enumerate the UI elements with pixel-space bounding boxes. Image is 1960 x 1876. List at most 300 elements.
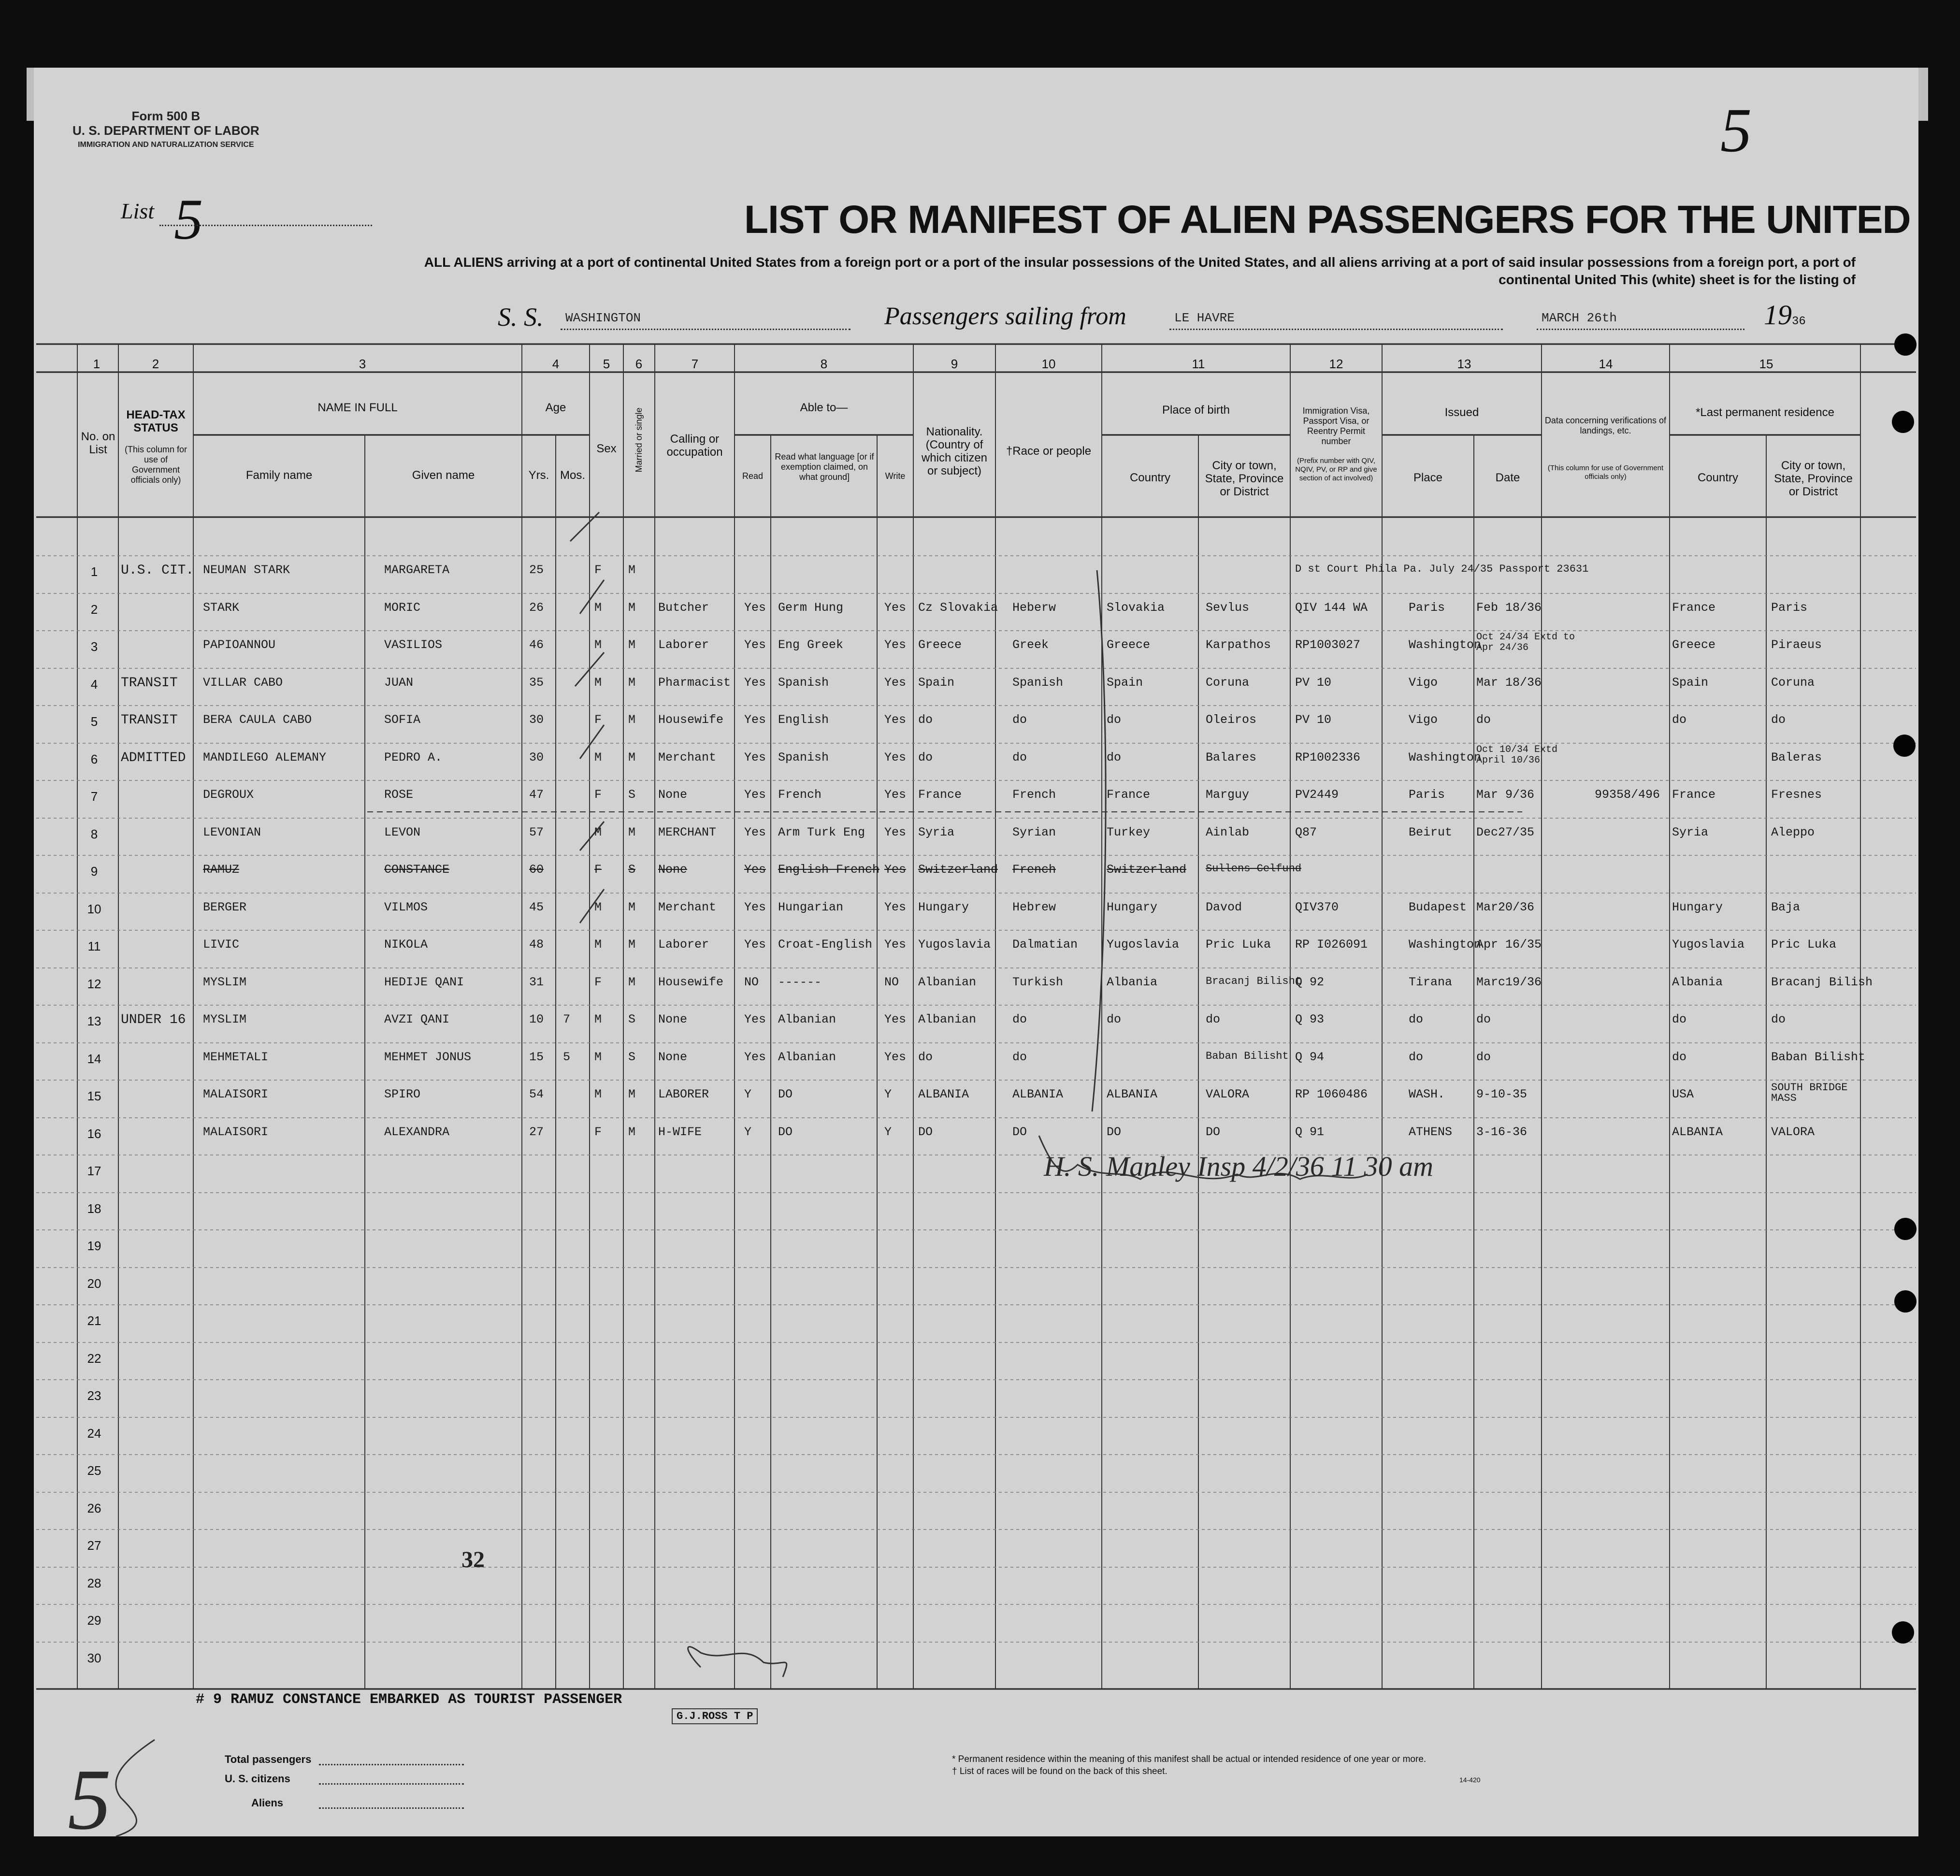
header-calling: Calling or occupation bbox=[666, 433, 723, 459]
birth-country-cell: ALBANIA bbox=[1107, 1087, 1158, 1101]
visa-cell: Q 94 bbox=[1295, 1050, 1325, 1064]
punch-hole bbox=[1892, 411, 1914, 433]
residence-country-cell: Yugoslavia bbox=[1672, 938, 1745, 952]
birth-country-cell: Hungary bbox=[1107, 900, 1158, 914]
age-years-cell: 57 bbox=[529, 825, 544, 839]
issued-place-cell: Vigo bbox=[1409, 713, 1438, 727]
nationality-cell: Albanian bbox=[918, 975, 977, 989]
birth-country-cell: do bbox=[1107, 713, 1122, 727]
age-years-cell: 35 bbox=[529, 675, 544, 690]
race-cell: Hebrew bbox=[1012, 900, 1056, 914]
header-family-name: Family name bbox=[245, 469, 313, 482]
residence-country-cell: Syria bbox=[1672, 825, 1709, 839]
race-cell: do bbox=[1012, 713, 1027, 727]
birth-city-cell: Balares bbox=[1206, 750, 1257, 765]
issued-date-cell: do bbox=[1476, 1012, 1491, 1026]
issued-date-cell: Apr 16/35 bbox=[1476, 938, 1542, 952]
given-name-cell: SPIRO bbox=[384, 1087, 421, 1101]
header-able-to: Able to— bbox=[800, 401, 848, 414]
visa-cell: Q 91 bbox=[1295, 1125, 1325, 1139]
occupation-cell: None bbox=[658, 788, 688, 802]
sex-cell: M bbox=[594, 600, 602, 615]
row-number: 2 bbox=[90, 602, 98, 617]
read-cell: Y bbox=[744, 1125, 752, 1139]
issued-place-cell: do bbox=[1409, 1012, 1424, 1026]
write-cell: Yes bbox=[884, 638, 907, 652]
nationality-cell: do bbox=[918, 713, 933, 727]
footer-aliens: Aliens bbox=[251, 1797, 284, 1809]
read-cell: Yes bbox=[744, 900, 766, 914]
issued-place-cell: Paris bbox=[1409, 600, 1445, 615]
occupation-cell: None bbox=[658, 1012, 688, 1026]
sex-cell: F bbox=[594, 863, 602, 877]
occupation-cell: Laborer bbox=[658, 938, 709, 952]
read-cell: Yes bbox=[744, 600, 766, 615]
family-name-cell: NEUMAN STARK bbox=[203, 563, 290, 577]
birth-city-cell: Oleiros bbox=[1206, 713, 1257, 727]
race-cell: Heberw bbox=[1012, 600, 1056, 615]
sex-cell: M bbox=[594, 1050, 602, 1064]
inspector-stamp: G.J.ROSS T P bbox=[672, 1708, 758, 1724]
language-cell: Spanish bbox=[778, 675, 829, 690]
nationality-cell: Spain bbox=[918, 675, 955, 690]
given-name-cell: MORIC bbox=[384, 600, 421, 615]
col-number-8: 8 bbox=[820, 357, 828, 371]
footer-total-passengers: Total passengers bbox=[225, 1753, 312, 1765]
header-yrs: Yrs. bbox=[528, 469, 549, 482]
marital-status-cell: M bbox=[628, 638, 636, 652]
birth-country-cell: Greece bbox=[1107, 638, 1151, 652]
family-name-cell: MANDILEGO ALEMANY bbox=[203, 750, 327, 765]
row-number: 18 bbox=[87, 1201, 101, 1216]
sex-cell: F bbox=[594, 563, 602, 577]
head-tax-cell: TRANSIT bbox=[121, 713, 178, 728]
marital-status-cell: M bbox=[628, 938, 636, 952]
nationality-cell: DO bbox=[918, 1125, 933, 1139]
ss-label: S. S. bbox=[498, 303, 544, 332]
given-name-cell: MEHMET JONUS bbox=[384, 1050, 472, 1064]
col-number-9: 9 bbox=[951, 357, 958, 371]
header-visa: Immigration Visa, Passport Visa, or Reentry Permit number bbox=[1302, 406, 1370, 446]
sex-cell: M bbox=[594, 750, 602, 765]
row-number: 9 bbox=[90, 864, 98, 879]
occupation-cell: MERCHANT bbox=[658, 825, 717, 839]
sex-cell: M bbox=[594, 825, 602, 839]
row-number: 8 bbox=[90, 826, 98, 841]
col-number-12: 12 bbox=[1329, 357, 1343, 371]
residence-city-cell: Baleras bbox=[1771, 750, 1822, 765]
row-number: 6 bbox=[90, 751, 98, 766]
row-number: 10 bbox=[87, 901, 101, 916]
residence-city-cell: Aleppo bbox=[1771, 825, 1815, 839]
header-birth-city: City or town, State, Province or District bbox=[1205, 459, 1284, 498]
header-issued-date: Date bbox=[1495, 471, 1520, 484]
marital-status-cell: S bbox=[628, 863, 636, 877]
birth-country-cell: Spain bbox=[1107, 675, 1143, 690]
birth-country-cell: Turkey bbox=[1107, 825, 1151, 839]
write-cell: Y bbox=[884, 1125, 892, 1139]
issued-place-cell: WASH. bbox=[1409, 1087, 1445, 1101]
sex-cell: M bbox=[594, 638, 602, 652]
marital-status-cell: M bbox=[628, 975, 636, 989]
family-name-cell: STARK bbox=[203, 600, 240, 615]
issued-place-cell: Washington bbox=[1409, 750, 1482, 765]
marital-status-cell: M bbox=[628, 600, 636, 615]
residence-city-cell: Baban Bilisht bbox=[1771, 1050, 1866, 1064]
issued-place-cell: Washington bbox=[1409, 638, 1482, 652]
row-number: 23 bbox=[87, 1388, 101, 1403]
header-name-in-full: NAME IN FULL bbox=[317, 401, 398, 414]
punch-hole bbox=[1892, 1621, 1914, 1644]
header-res-city: City or town, State, Province or District bbox=[1774, 459, 1853, 498]
read-cell: Y bbox=[744, 1087, 752, 1101]
issued-date-cell: Oct 24/34 Extd to Apr 24/36 bbox=[1476, 632, 1575, 653]
read-cell: Yes bbox=[744, 938, 766, 952]
birth-city-cell: VALORA bbox=[1206, 1087, 1250, 1101]
age-years-cell: 27 bbox=[529, 1125, 544, 1139]
age-years-cell: 26 bbox=[529, 600, 544, 615]
given-name-cell: LEVON bbox=[384, 825, 421, 839]
header-read-language: Read what language [or if exemption claimed, on what ground] bbox=[775, 452, 874, 482]
age-years-cell: 30 bbox=[529, 750, 544, 765]
residence-city-cell: Pric Luka bbox=[1771, 938, 1837, 952]
age-years-cell: 31 bbox=[529, 975, 544, 989]
col-number-7: 7 bbox=[691, 357, 699, 371]
residence-city-cell: VALORA bbox=[1771, 1125, 1815, 1139]
birth-country-cell: Yugoslavia bbox=[1107, 938, 1180, 952]
birth-city-cell: Marguy bbox=[1206, 788, 1250, 802]
age-years-cell: 47 bbox=[529, 788, 544, 802]
write-cell: Yes bbox=[884, 750, 907, 765]
occupation-cell: Laborer bbox=[658, 638, 709, 652]
residence-city-cell: Baja bbox=[1771, 900, 1801, 914]
language-cell: Albanian bbox=[778, 1050, 836, 1064]
read-cell: Yes bbox=[744, 825, 766, 839]
header-data-verif-note: (This column for use of Government officials only) bbox=[1547, 464, 1664, 481]
visa-cell: Q87 bbox=[1295, 825, 1317, 839]
race-cell: do bbox=[1012, 1012, 1027, 1026]
language-cell: French bbox=[778, 788, 822, 802]
embark-note: # 9 RAMUZ CONSTANCE EMBARKED AS TOURIST PASSENGER bbox=[196, 1691, 622, 1708]
header-given-name: Given name bbox=[412, 469, 475, 482]
read-cell: Yes bbox=[744, 788, 766, 802]
header-head-tax: HEAD-TAX STATUS bbox=[126, 408, 186, 434]
nationality-cell: Hungary bbox=[918, 900, 969, 914]
occupation-cell: H-WIFE bbox=[658, 1125, 702, 1139]
marital-status-cell: M bbox=[628, 1087, 636, 1101]
language-cell: Germ Hung bbox=[778, 600, 844, 615]
sex-cell: M bbox=[594, 900, 602, 914]
marital-status-cell: M bbox=[628, 750, 636, 765]
col-number-10: 10 bbox=[1041, 357, 1056, 371]
read-cell: Yes bbox=[744, 1050, 766, 1064]
visa-cell: D st Court Phila Pa. July 24/35 Passport 23631 bbox=[1295, 563, 1589, 575]
age-years-cell: 48 bbox=[529, 938, 544, 952]
language-cell: DO bbox=[778, 1125, 793, 1139]
nationality-cell: Albanian bbox=[918, 1012, 977, 1026]
header-visa-note: (Prefix number with QIV, NQIV, PV, or RP and give section of act involved) bbox=[1295, 457, 1377, 482]
race-cell: French bbox=[1012, 863, 1056, 877]
language-cell: Hungarian bbox=[778, 900, 844, 914]
visa-cell: RP 1060486 bbox=[1295, 1087, 1368, 1101]
residence-country-cell: do bbox=[1672, 1012, 1687, 1026]
col-number-5: 5 bbox=[603, 357, 610, 371]
visa-cell: Q 93 bbox=[1295, 1012, 1325, 1026]
write-cell: Yes bbox=[884, 938, 907, 952]
header-sex: Sex bbox=[596, 442, 617, 455]
birth-city-cell: Sullens Celfund bbox=[1206, 863, 1302, 875]
visa-cell: RP1003027 bbox=[1295, 638, 1361, 652]
birth-city-cell: Davod bbox=[1206, 900, 1242, 914]
read-cell: Yes bbox=[744, 675, 766, 690]
read-cell: Yes bbox=[744, 1012, 766, 1026]
header-data-verif: Data concerning verifications of landings, etc. bbox=[1544, 416, 1667, 435]
language-cell: Eng Greek bbox=[778, 638, 844, 652]
issued-date-cell: Oct 10/34 Extd April 10/36 bbox=[1476, 744, 1558, 766]
issued-date-cell: 9-10-35 bbox=[1476, 1087, 1528, 1101]
header-read: Read bbox=[742, 471, 764, 481]
marital-status-cell: M bbox=[628, 900, 636, 914]
residence-country-cell: France bbox=[1672, 600, 1716, 615]
marital-status-cell: M bbox=[628, 563, 636, 577]
age-months-cell: 5 bbox=[563, 1050, 571, 1064]
language-cell: Albanian bbox=[778, 1012, 836, 1026]
row-number: 17 bbox=[87, 1164, 101, 1178]
given-name-cell: ALEXANDRA bbox=[384, 1125, 450, 1139]
family-name-cell: MALAISORI bbox=[203, 1125, 269, 1139]
row-number: 28 bbox=[87, 1575, 101, 1590]
family-name-cell: LIVIC bbox=[203, 938, 240, 952]
residence-country-cell: Hungary bbox=[1672, 900, 1723, 914]
footer-dotline-1 bbox=[319, 1764, 464, 1765]
header-married: Married or single bbox=[634, 407, 644, 473]
occupation-cell: None bbox=[658, 1050, 688, 1064]
nationality-cell: Syria bbox=[918, 825, 955, 839]
birth-city-cell: Karpathos bbox=[1206, 638, 1271, 652]
given-name-cell: PEDRO A. bbox=[384, 750, 443, 765]
ship-name: WASHINGTON bbox=[565, 311, 641, 325]
marital-status-cell: M bbox=[628, 1125, 636, 1139]
write-cell: Yes bbox=[884, 900, 907, 914]
row-number: 25 bbox=[87, 1463, 101, 1478]
header-head-tax-note: (This column for use of Government officials only) bbox=[124, 445, 187, 485]
residence-city-cell: Coruna bbox=[1771, 675, 1815, 690]
given-name-cell: HEDIJE QANI bbox=[384, 975, 464, 989]
visa-cell: RP1002336 bbox=[1295, 750, 1361, 765]
given-name-cell: VILMOS bbox=[384, 900, 428, 914]
family-name-cell: VILLAR CABO bbox=[203, 675, 283, 690]
birth-city-cell: Coruna bbox=[1206, 675, 1250, 690]
birth-country-cell: Albania bbox=[1107, 975, 1158, 989]
col-number-14: 14 bbox=[1599, 357, 1613, 371]
language-cell: English bbox=[778, 713, 829, 727]
issued-date-cell: Mar 18/36 bbox=[1476, 675, 1542, 690]
sex-cell: M bbox=[594, 1087, 602, 1101]
nationality-cell: ALBANIA bbox=[918, 1087, 969, 1101]
year: 1936 bbox=[1764, 299, 1806, 331]
marital-status-cell: M bbox=[628, 675, 636, 690]
race-cell: DO bbox=[1012, 1125, 1027, 1139]
marital-status-cell: S bbox=[628, 788, 636, 802]
residence-city-cell: Fresnes bbox=[1771, 788, 1822, 802]
age-years-cell: 60 bbox=[529, 863, 544, 877]
read-cell: Yes bbox=[744, 750, 766, 765]
col-number-11: 11 bbox=[1192, 357, 1205, 371]
visa-cell: PV2449 bbox=[1295, 788, 1339, 802]
sailing-date: MARCH 26th bbox=[1542, 311, 1617, 325]
sex-cell: M bbox=[594, 675, 602, 690]
birth-city-cell: Bracanj Bilisht bbox=[1206, 975, 1302, 987]
marital-status-cell: S bbox=[628, 1012, 636, 1026]
row-number: 15 bbox=[87, 1089, 101, 1103]
age-years-cell: 54 bbox=[529, 1087, 544, 1101]
sailing-port: LE HAVRE bbox=[1174, 311, 1235, 325]
birth-city-cell: DO bbox=[1206, 1125, 1221, 1139]
family-name-cell: BERA CAULA CABO bbox=[203, 713, 312, 727]
row-number: 29 bbox=[87, 1613, 101, 1628]
header-mos: Mos. bbox=[560, 469, 585, 482]
birth-country-cell: Switzerland bbox=[1107, 863, 1187, 877]
read-cell: Yes bbox=[744, 863, 766, 877]
row-number: 22 bbox=[87, 1351, 101, 1366]
write-cell: Yes bbox=[884, 1050, 907, 1064]
issued-place-cell: do bbox=[1409, 1050, 1424, 1064]
birth-country-cell: do bbox=[1107, 750, 1122, 765]
marital-status-cell: M bbox=[628, 825, 636, 839]
issued-place-cell: Tirana bbox=[1409, 975, 1453, 989]
row-number: 20 bbox=[87, 1276, 101, 1291]
row-number: 30 bbox=[87, 1650, 101, 1665]
issued-date-cell: Mar20/36 bbox=[1476, 900, 1535, 914]
residence-country-cell: do bbox=[1672, 1050, 1687, 1064]
family-name-cell: DEGROUX bbox=[203, 788, 254, 802]
punch-hole bbox=[1893, 735, 1916, 757]
marital-status-cell: M bbox=[628, 713, 636, 727]
nationality-cell: France bbox=[918, 788, 962, 802]
sex-cell: F bbox=[594, 713, 602, 727]
occupation-cell: Butcher bbox=[658, 600, 709, 615]
residence-city-cell: do bbox=[1771, 1012, 1786, 1026]
issued-date-cell: do bbox=[1476, 713, 1491, 727]
row-number: 3 bbox=[90, 639, 98, 654]
issued-date-cell: Mar 9/36 bbox=[1476, 788, 1535, 802]
col-number-13: 13 bbox=[1457, 357, 1471, 371]
race-cell: Syrian bbox=[1012, 825, 1056, 839]
issued-date-cell: Dec27/35 bbox=[1476, 825, 1535, 839]
age-years-cell: 30 bbox=[529, 713, 544, 727]
birth-city-cell: do bbox=[1206, 1012, 1221, 1026]
header-nationality: Nationality. (Country of which citizen or subject) bbox=[921, 425, 988, 477]
age-years-cell: 46 bbox=[529, 638, 544, 652]
head-tax-cell: UNDER 16 bbox=[121, 1012, 186, 1027]
occupation-cell: None bbox=[658, 863, 688, 877]
write-cell: Yes bbox=[884, 788, 907, 802]
issued-date-cell: do bbox=[1476, 1050, 1491, 1064]
row-number: 27 bbox=[87, 1538, 101, 1553]
age-years-cell: 10 bbox=[529, 1012, 544, 1026]
family-name-cell: MYSLIM bbox=[203, 1012, 247, 1026]
head-tax-cell: U.S. CIT. bbox=[121, 563, 194, 578]
issued-place-cell: Budapest bbox=[1409, 900, 1467, 914]
race-cell: Spanish bbox=[1012, 675, 1064, 690]
col-number-3: 3 bbox=[359, 357, 366, 371]
given-name-cell: VASILIOS bbox=[384, 638, 443, 652]
punch-hole bbox=[1894, 333, 1917, 356]
issued-place-cell: Vigo bbox=[1409, 675, 1438, 690]
visa-cell: QIV370 bbox=[1295, 900, 1339, 914]
corner-number: 5 bbox=[68, 1751, 111, 1847]
residence-country-cell: Spain bbox=[1672, 675, 1709, 690]
issued-place-cell: Paris bbox=[1409, 788, 1445, 802]
race-cell: French bbox=[1012, 788, 1056, 802]
footer-note-1: * Permanent residence within the meaning of this manifest shall be actual or intended residence of one year or more. bbox=[952, 1754, 1427, 1764]
issued-place-cell: Washington bbox=[1409, 938, 1482, 952]
occupation-cell: Pharmacist bbox=[658, 675, 731, 690]
header-res-country: Country bbox=[1697, 471, 1739, 484]
write-cell: Yes bbox=[884, 713, 907, 727]
top-corner-number: 5 bbox=[1720, 96, 1752, 165]
race-cell: Greek bbox=[1012, 638, 1049, 652]
language-cell: English French bbox=[778, 863, 880, 877]
read-cell: NO bbox=[744, 975, 759, 989]
visa-cell: PV 10 bbox=[1295, 713, 1332, 727]
header-write: Write bbox=[885, 471, 906, 481]
write-cell: Yes bbox=[884, 863, 907, 877]
age-years-cell: 25 bbox=[529, 563, 544, 577]
header-birth-country: Country bbox=[1129, 471, 1171, 484]
family-name-cell: PAPIOANNOU bbox=[203, 638, 276, 652]
visa-cell: QIV 144 WA bbox=[1295, 600, 1368, 615]
sailing-label: Passengers sailing from bbox=[884, 303, 1126, 330]
race-cell: ALBANIA bbox=[1012, 1087, 1064, 1101]
row-number: 4 bbox=[90, 677, 98, 692]
row-number: 24 bbox=[87, 1426, 101, 1441]
write-cell: Yes bbox=[884, 1012, 907, 1026]
given-name-cell: NIKOLA bbox=[384, 938, 428, 952]
manifest-title: LIST OR MANIFEST OF ALIEN PASSENGERS FOR THE UNITED bbox=[744, 198, 1911, 242]
nationality-cell: Switzerland bbox=[918, 863, 998, 877]
col-number-2: 2 bbox=[152, 357, 159, 371]
service-name: IMMIGRATION AND NATURALIZATION SERVICE bbox=[78, 141, 254, 149]
race-cell: do bbox=[1012, 1050, 1027, 1064]
family-name-cell: MALAISORI bbox=[203, 1087, 269, 1101]
punch-hole bbox=[1894, 1218, 1917, 1240]
manifest-subtitle: ALL ALIENS arriving at a port of continental United States from a foreign port or a port of the insular possessions of the United States, and all aliens arriving at a port of said insular possessions from a foreign port, a port of continental United This (white) sheet is for the listing of bbox=[424, 255, 1856, 287]
header-age: Age bbox=[545, 401, 566, 414]
footer-code: 14-420 bbox=[1459, 1776, 1481, 1784]
footer-note-2: † List of races will be found on the back of this sheet. bbox=[952, 1766, 1167, 1776]
sex-cell: F bbox=[594, 975, 602, 989]
occupation-cell: Housewife bbox=[658, 713, 724, 727]
nationality-cell: do bbox=[918, 1050, 933, 1064]
row-number: 16 bbox=[87, 1126, 101, 1141]
language-cell: Arm Turk Eng bbox=[778, 825, 865, 839]
given-name-cell: AVZI QANI bbox=[384, 1012, 450, 1026]
residence-country-cell: ALBANIA bbox=[1672, 1125, 1723, 1139]
nationality-cell: Yugoslavia bbox=[918, 938, 991, 952]
row-number: 19 bbox=[87, 1239, 101, 1253]
write-cell: Y bbox=[884, 1087, 892, 1101]
head-tax-cell: TRANSIT bbox=[121, 675, 178, 691]
write-cell: Yes bbox=[884, 600, 907, 615]
row-number: 11 bbox=[87, 939, 101, 953]
given-name-cell: MARGARETA bbox=[384, 563, 450, 577]
marital-status-cell: S bbox=[628, 1050, 636, 1064]
header-race: †Race or people bbox=[1006, 445, 1092, 458]
given-name-cell: CONSTANCE bbox=[384, 863, 450, 877]
list-label: List bbox=[121, 199, 155, 223]
language-cell: Croat-English bbox=[778, 938, 873, 952]
